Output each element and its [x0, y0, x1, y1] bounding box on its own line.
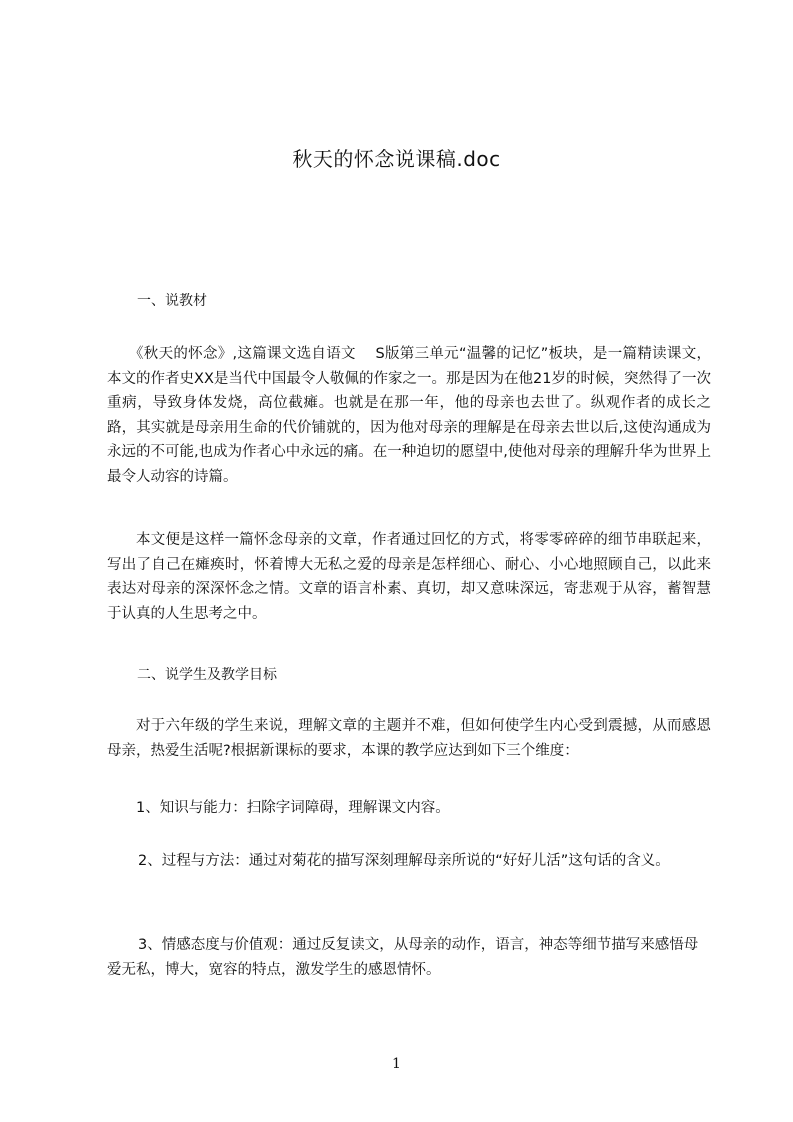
goal-emotion-values: 3、情感态度与价值观：通过反复读文，从母亲的动作，语言，神态等细节描写来感悟母爱无私，博大，宽容的特点，激发学生的感恩情怀。 — [107, 937, 699, 978]
section-heading-teaching-material: 一、说教材 — [137, 293, 207, 309]
section-heading-students-goals: 二、说学生及教学目标 — [137, 667, 277, 683]
paragraph-text-summary: 本文便是这样一篇怀念母亲的文章，作者通过回忆的方式，将零零碎碎的细节串联起来，写出了自己在瘫痪时，怀着博大无私之爱的母亲是怎样细心、耐心、小心地照顾自己，以此来表达对母亲的深深怀念之情。文章的语言朴素、真切，却又意味深远，寄悲观于从容，蓄智慧于认真的人生思考之中。 — [107, 532, 711, 622]
page-number: 1 — [392, 1056, 401, 1072]
goal-process-method: 2、过程与方法：通过对菊花的描写深刻理解母亲所说的“好好儿活”这句话的含义。 — [138, 853, 670, 869]
document-title: 秋天的怀念说课稿.doc — [292, 147, 501, 171]
paragraph-text-introduction: 《秋天的怀念》,这篇课文选自语文 S版第三单元“温馨的记忆”板块，是一篇精读课文，本文的作者史XX是当代中国最令人敬佩的作家之一。那是因为在他21岁的时候，突然得了一次重病，导致身体发烧，高位截瘫。也就是在那一年，他的母亲也去世了。纵观作者的成长之路，其实就是母亲用生命的代价铺就的，因为他对母亲的理解是在母亲去世以后,这使沟通成为永远的不可能,也成为作者心中永远的痛。在一种迫切的愿望中,使他对母亲的理解升华为世界上最令人动容的诗篇。 — [107, 346, 711, 485]
goal-knowledge-ability: 1、知识与能力：扫除字词障碍，理解课文内容。 — [136, 800, 450, 816]
paragraph-text-students: 对于六年级的学生来说，理解文章的主题并不难，但如何使学生内心受到震撼，从而感恩母亲，热爱生活呢?根据新课标的要求，本课的教学应达到如下三个维度： — [107, 718, 711, 759]
